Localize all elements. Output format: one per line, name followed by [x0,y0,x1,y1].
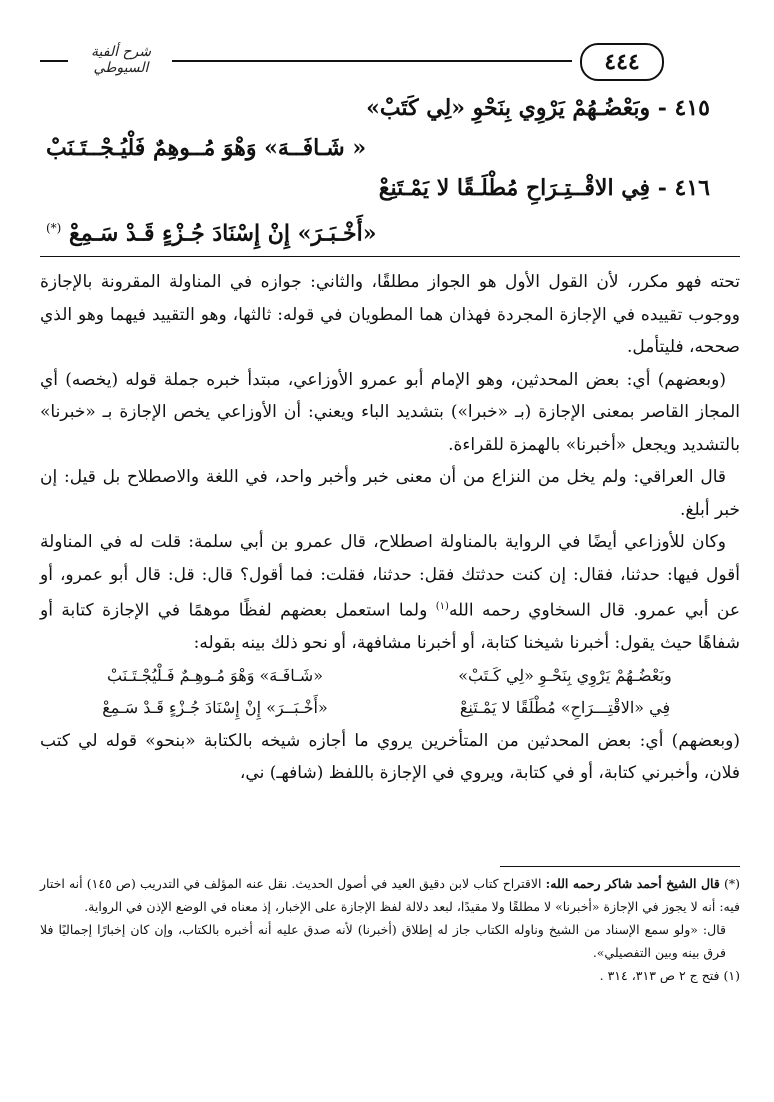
footnote-quote: قال: «ولو سمع الإسناد من الشيخ وناوله الكتاب جاز له إطلاق (أخبرنا) لأنه صدق عليه أنه أخبره بالكتاب، وإن كان إخبارًا إجماليًا فلا فرق بينه وبين التفصيلي». [40,922,726,960]
header-rule-left [40,60,68,62]
footnote [40,872,740,918]
paragraph: قال العراقي: ولم يخل من النزاع من أن معنى خبر وأخبر واحد، في اللغة والاصطلاح بل قيل: إن خبر أبلغ. [40,467,740,520]
footnote-marker: (*) [46,221,62,235]
verse-hemistich: «أَخْـبَــرَ» إِنْ إِسْنَادَ جُـزْءٍ قَـدْ سَـمِعْ [102,698,328,718]
verse-line [40,128,740,168]
verse-number: ٤١٥ [674,95,710,121]
verse-text: « شَـافَــهَ» وَهْوَ مُــوهِمٌ فَلْيُـجْــتَـنَبْ [46,135,367,161]
paragraph: تحته فهو مكرر، لأن القول الأول هو الجواز مطلقًا، والثاني: جوازه في المناولة المقرونة بالإجازة ووجوب تقييده في الإجازة المجردة فهذان هما المطويان في قوله: ثالثها، وهو التقييد فيهما وهو الذي صححه، فليتأمل. [40,272,740,357]
page-number: ٤٤٤ [580,43,664,81]
commentary-body [40,266,740,790]
footnote-text: الاقتراح كتاب لابن دقيق العيد في أصول الحديث. نقل عنه المؤلف في التدريب (ص ١٤٥) أنه اختار فيه: أنه لا يجوز في الإجازة «أخبرنا» لا مطلقًا ولا مقيدًا، لبعد دلالة لفظ الإجازة على الإخبار، إذ معناه في الوضع الإذن في الرواية. [40,876,740,914]
paragraph: (وبعضهم) أي: بعض المحدثين من المتأخرين يروي ما أجازه شيخه بالكتابة «بنحو» قوله لي كتب فلان، وأخبرني كتابة، أو في كتابة، ويروي في الإجازة باللفظ (شافهـ) ني، [40,730,740,784]
page-header [40,40,740,84]
verse-line [40,208,740,248]
footnote-rule [500,866,740,867]
running-title: شرح ألفية السيوطي [91,44,151,76]
verse-hemistich: وبَعْضُـهُمْ يَرْوِي بِنَحْـوِ «لِي كَـتَبْ» [458,665,672,685]
verse-divider [40,256,740,257]
verse-pairs [40,660,740,725]
verse-number: ٤١٦ [674,175,710,201]
verse-hemistich: فِي «الاقْتِـــرَاحِ» مُطْلَقًا لا يَمْـتَنِعْ [459,698,671,718]
footnote-marker: (*) [723,876,740,891]
footnote: (١) فتح ج ٢ ص ٣١٣، ٣١٤ . [599,968,740,983]
verse-hemistich: «شَـافَـهَ» وَهْوَ مُـوهِـمٌ فَـلْيُجْـتَـنَبْ [107,665,323,685]
verse-block [40,88,740,248]
footnotes [40,872,740,987]
footnote-ref: (١) [435,601,449,612]
verse-line: ٤١٥ - وبَعْضُـهُمْ يَرْوِي بِنَحْوِ «لِي كَتَبْ» [366,95,710,121]
verse-text: وبَعْضُـهُمْ يَرْوِي بِنَحْوِ «لِي كَتَبْ» [366,95,651,121]
verse-text: «أَخْـبَـرَ» إِنْ إِسْنَادَ جُـزْءٍ قَـدْ سَـمِعْ [69,220,377,247]
verse-line: ٤١٦ - فِي الاقْــتِـرَاحِ مُطْلَـقًا لا يَمْـتَنِعْ [378,175,710,201]
paragraph [40,526,740,660]
paragraph: (وبعضهم) أي: بعض المحدثين، وهو الإمام أبو عمرو الأوزاعي، مبتدأ خبره جملة قوله (يخصه) أي المجاز القاصر بمعنى الإجازة (بـ «خبرا») بتشديد الباء ويعني: أن الأوزاعي يخص الإجازة بـ «خبرنا» بالتشديد ويجعل «أخبرنا» بالهمزة للقراءة. [40,369,740,455]
paragraph-text: ولما استعمل بعضهم لفظًا موهمًا في الإجازة كتابة أو شفاهًا حيث يقول: أخبرنا شيخنا كتابة، أو أخبرنا مشافهة، أو نحو ذلك بينه بقوله: [40,600,740,654]
verse-pair [40,660,740,693]
paragraph-text: وكان للأوزاعي أيضًا في الرواية بالمناولة اصطلاح، قال عمرو بن أبي سلمة: قلت له في المناولة أقول فيها: حدثنا، فقال: إن كنت حدثتك فقل: حدثنا، فقلت: فما أقول؟ قال: قل: قال أبو عمرو، أو عن أبي عمرو. قال السخاوي رحمه الله [40,532,741,621]
header-rule [172,60,572,62]
footnote-author: قال الشيخ أحمد شاكر رحمه الله: [545,876,720,891]
verse-text: فِي الاقْــتِـرَاحِ مُطْلَـقًا لا يَمْـتَنِعْ [378,175,651,201]
verse-pair [40,692,740,725]
